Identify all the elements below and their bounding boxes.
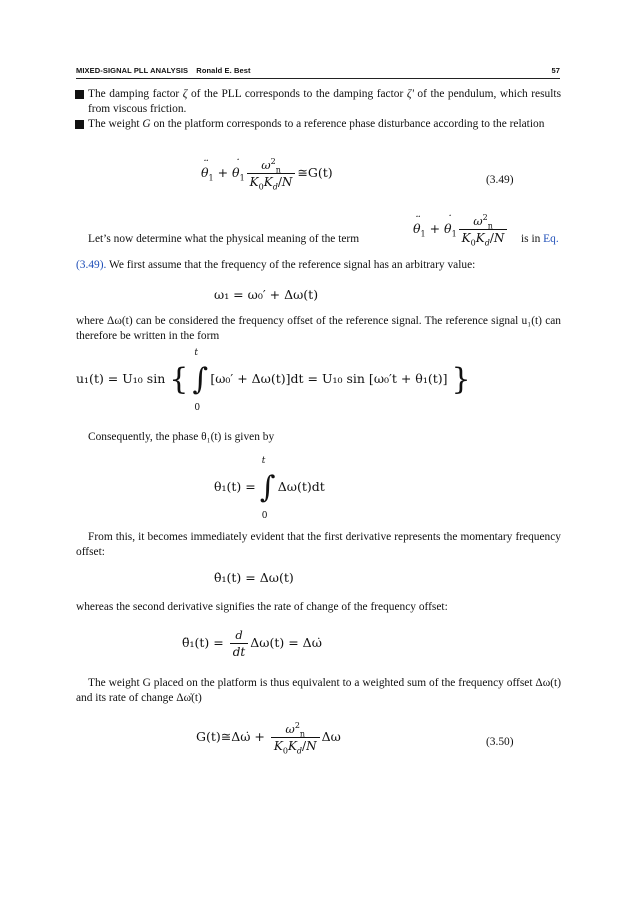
equation-3-50: G(t)≅Δω̇ + $\frac{\omega^2_n}{K_0K_d/N}$ Δω (196, 721, 341, 756)
paragraph: From this, it becomes immediately evident that the first derivative represents the momentary frequency offset: (76, 531, 561, 558)
bullet-item: The weight G on the platform corresponds to a reference phase disturbance according to the relation (76, 117, 561, 132)
equation-link[interactable]: (3.49). (76, 259, 107, 271)
page-number: 57 (551, 66, 560, 75)
equation-theta1-ddot: θ̈₁(t) = $\frac{d}{dt}$ Δω(t) = Δω̇ (182, 628, 322, 659)
equation-theta1-dot: θ̇₁(t) = Δω(t) (214, 570, 294, 585)
header-section: MIXED-SIGNAL PLL ANALYSIS (76, 66, 189, 75)
equation-omega1: ω₁ = ω₀′ + Δω(t) (214, 287, 319, 302)
equation-u1: u₁(t) = U₁₀ sin { ∫ t 0 [ω₀′ + Δω(t)]dt = U₁₀ sin [ω₀′t + θ₁(t)] } (76, 348, 471, 413)
inline-term: ¨ $\theta_1$ + ˙ $\theta_1$ $\frac{\omega^2_n}{K_0K_d/N}$ (413, 214, 509, 245)
bullet-list (76, 87, 561, 132)
bullet-item: The damping factor ζ of the PLL corresponds to the damping factor ζ' of the pendulum, which results from viscous friction. (76, 87, 561, 117)
paragraph: where Δω(t) can be considered the frequency offset of the reference signal. The reference signal u₁(t) can therefore be written in the form (76, 315, 561, 342)
equation-link[interactable]: Eq. (543, 233, 559, 245)
running-header (76, 66, 560, 78)
paragraph-cont: is in Eq. (521, 233, 559, 245)
paragraph: whereas the second derivative signifies the rate of change of the frequency offset: (76, 601, 448, 613)
header-author: Ronald E. Best (196, 66, 251, 75)
paragraph: The weight G placed on the platform is thus equivalent to a weighted sum of the frequency offset Δω(t) and its rate of change Δω̇(t) (76, 677, 561, 704)
paragraph: Consequently, the phase θ₁(t) is given by (88, 431, 275, 443)
bullet-square-icon (75, 90, 84, 99)
bullet-square-icon (75, 120, 84, 129)
equation-label: (3.49) (486, 174, 514, 186)
paragraph-cont: (3.49). We first assume that the frequency of the reference signal has an arbitrary value: (76, 259, 476, 271)
equation-theta1: θ₁(t) = ∫ t 0 Δω(t)dt (214, 456, 325, 521)
header-rule (76, 78, 560, 79)
paragraph: Let’s now determine what the physical meaning of the term (88, 233, 360, 245)
equation-label: (3.50) (486, 736, 514, 748)
equation-3-49: ¨ $\theta_1$ + ˙ $\theta_1$ $\frac{\omega^2_n}{K_0K_d/N}$ ≅G(t) (201, 158, 333, 189)
